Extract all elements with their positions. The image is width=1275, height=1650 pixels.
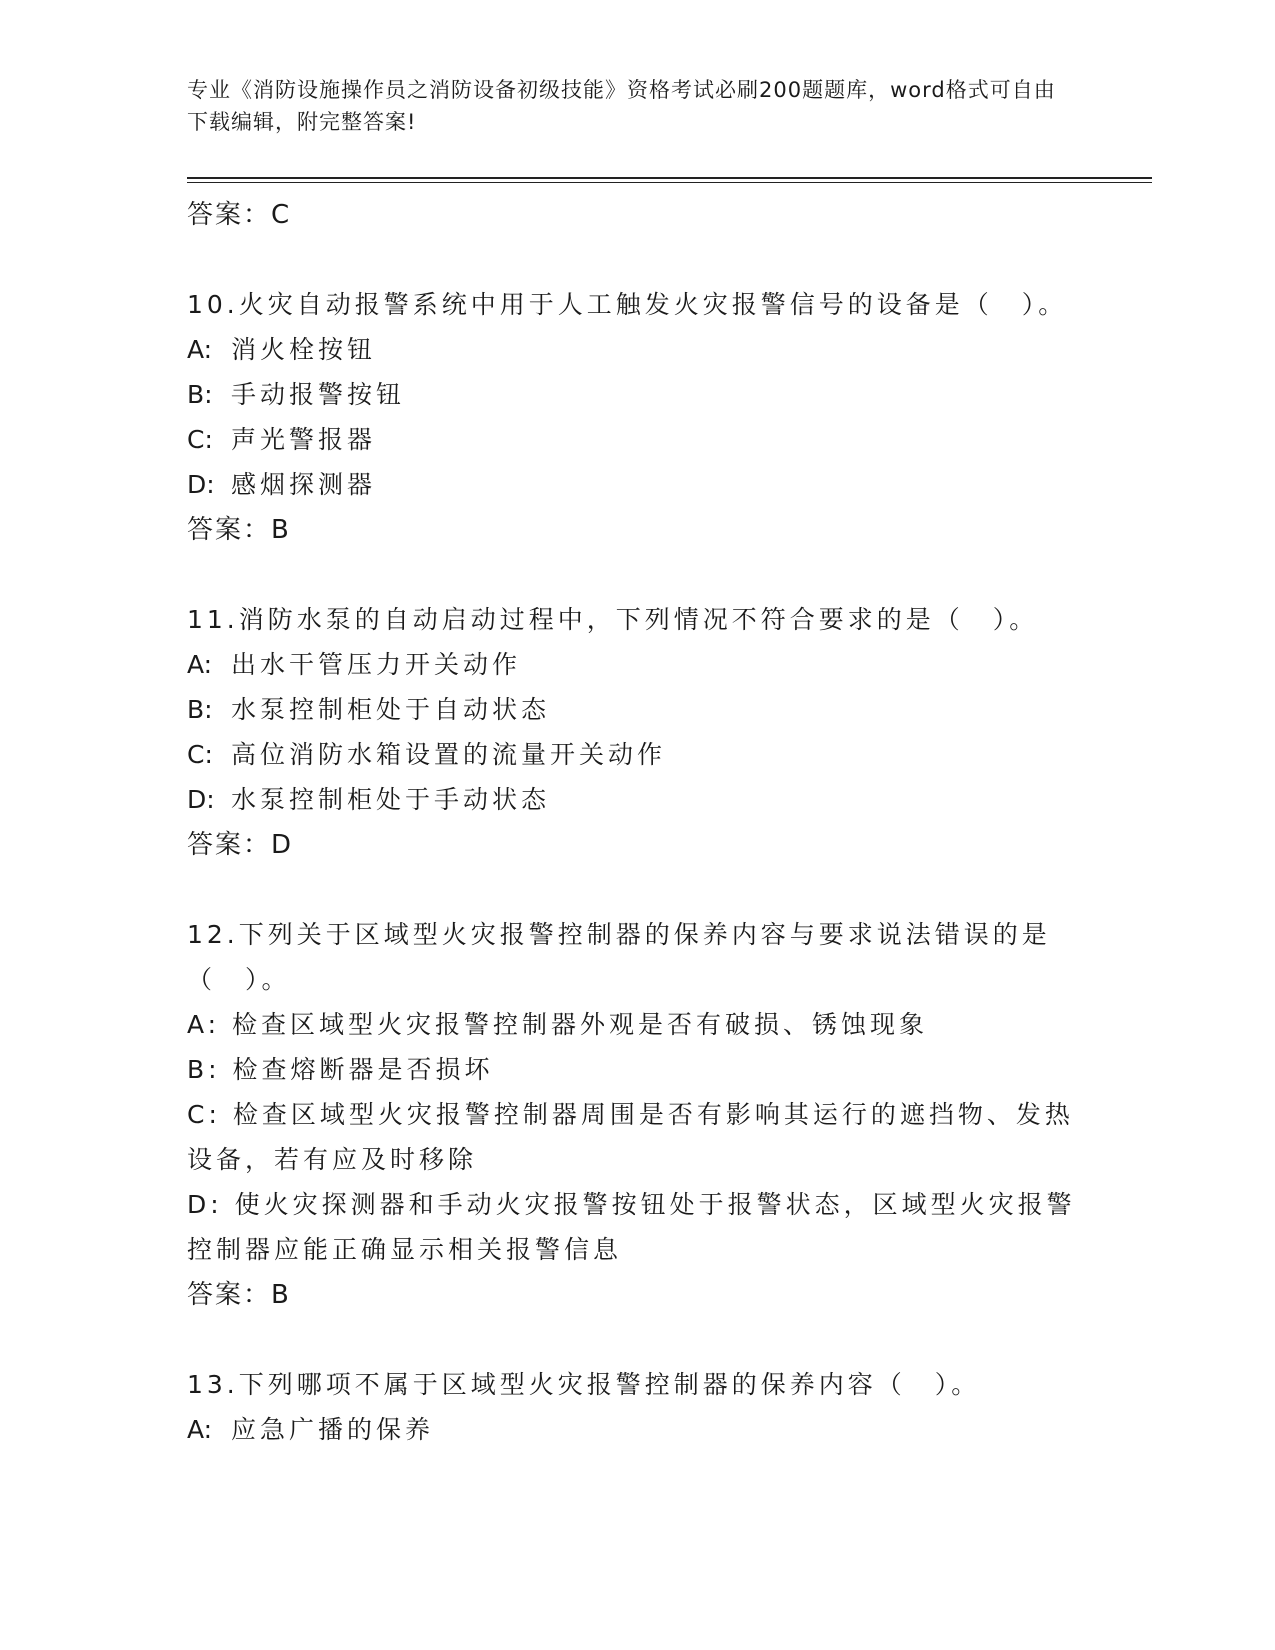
option-text: 检查区域型火灾报警控制器外观是否有破损、锈蚀现象 (232, 1010, 929, 1039)
question-stem: 10.火灾自动报警系统中用于人工触发火灾报警信号的设备是（ ）。 (187, 290, 1068, 319)
option-letter: C: (187, 425, 213, 454)
option-text: 检查熔断器是否损坏 (232, 1055, 494, 1084)
option-a (187, 642, 1087, 687)
header-divider-thin (187, 182, 1152, 183)
question-list (187, 192, 1087, 1452)
option-letter: A: (187, 1010, 221, 1039)
previous-answer: 答案：C (187, 200, 292, 230)
option-letter: B: (187, 380, 213, 409)
option-a (187, 1407, 1087, 1452)
option-text: 高位消防水箱设置的流量开关动作 (231, 740, 667, 769)
option-text: 手动报警按钮 (231, 380, 406, 409)
option-text: 水泵控制柜处于手动状态 (231, 785, 551, 814)
question-stem: 13.下列哪项不属于区域型火灾报警控制器的保养内容（ ）。 (187, 1370, 981, 1399)
answer-line: 答案：B (187, 1280, 291, 1310)
question-stem: 11.消防水泵的自动启动过程中，下列情况不符合要求的是（ ）。 (187, 605, 1039, 634)
option-d (187, 462, 1087, 507)
option-letter: C: (187, 740, 213, 769)
option-text: 出水干管压力开关动作 (231, 650, 522, 679)
option-a (187, 327, 1087, 372)
option-c (187, 1092, 1087, 1182)
question-10 (187, 282, 1087, 553)
option-c (187, 732, 1087, 777)
option-text: 检查区域型火灾报警控制器周围是否有影响其运行的遮挡物、发热设备，若有应及时移除 (187, 1100, 1074, 1174)
option-letter: B: (187, 1055, 221, 1084)
question-stem: 12.下列关于区域型火灾报警控制器的保养内容与要求说法错误的是（ ）。 (187, 920, 1051, 994)
option-a (187, 1002, 1087, 1047)
option-letter: D: (187, 470, 215, 499)
option-letter: A: (187, 1415, 213, 1444)
header-note: 专业《消防设施操作员之消防设备初级技能》资格考试必刷200题题库，word格式可自由下载编辑，附完整答案! (187, 78, 1056, 134)
option-text: 应急广播的保养 (231, 1415, 435, 1444)
option-c (187, 417, 1087, 462)
option-b (187, 372, 1087, 417)
option-letter: D: (187, 785, 215, 814)
option-letter: C: (187, 1100, 221, 1129)
option-letter: D: (187, 1190, 223, 1219)
option-text: 感烟探测器 (231, 470, 377, 499)
option-d (187, 1182, 1087, 1272)
header-divider-thick (187, 177, 1152, 179)
option-text: 水泵控制柜处于自动状态 (231, 695, 551, 724)
question-12 (187, 912, 1087, 1318)
question-13 (187, 1362, 1087, 1452)
answer-line: 答案：B (187, 515, 291, 545)
option-letter: A: (187, 650, 213, 679)
option-text: 声光警报器 (231, 425, 377, 454)
option-letter: B: (187, 695, 213, 724)
option-b (187, 1047, 1087, 1092)
question-11 (187, 597, 1087, 868)
option-d (187, 777, 1087, 822)
option-text: 使火灾探测器和手动火灾报警按钮处于报警状态，区域型火灾报警控制器应能正确显示相关报警信息 (187, 1190, 1076, 1264)
option-text: 消火栓按钮 (231, 335, 377, 364)
answer-line: 答案：D (187, 830, 294, 860)
option-b (187, 687, 1087, 732)
option-letter: A: (187, 335, 213, 364)
